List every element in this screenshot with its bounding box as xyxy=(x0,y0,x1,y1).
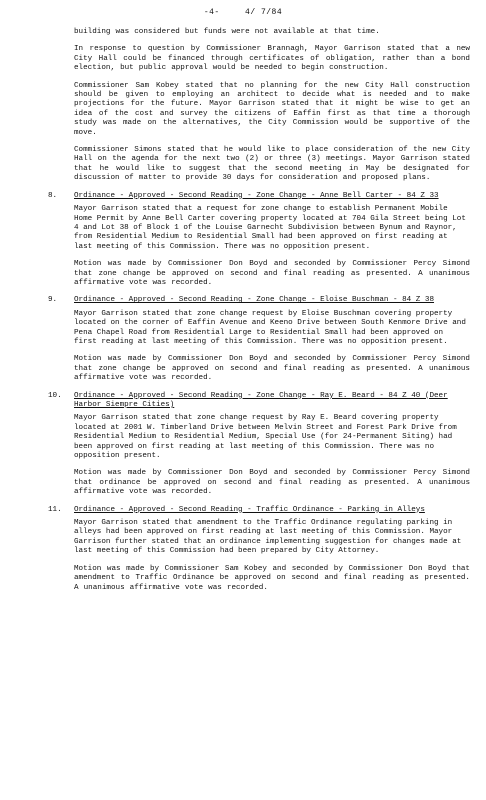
item-number: 11. xyxy=(48,505,62,514)
agenda-item xyxy=(0,192,486,252)
paragraph: Commissioner Sam Kobey stated that no planning for the new City Hall construction should be given to employing an architect to decide what is needed and to make projections for the future. Mayor Garrison stated that it might be wise to get an idea of the cost and survey the citizens of Eaffin first as that time a thorough study was made on the alternatives, the City Commission would be supportive of the move. xyxy=(74,81,470,137)
minutes-body xyxy=(0,28,486,601)
item-title: Ordinance - Approved - Second Reading - Zone Change - Anne Bell Carter - 84 Z 33 xyxy=(74,191,439,200)
item-title: Ordinance - Approved - Second Reading - Traffic Ordinance - Parking in Alleys xyxy=(74,505,425,514)
item-title: Ordinance - Approved - Second Reading - Zone Change - Ray E. Beard - 84 Z 40 (Deer Harbor Siempre Cities) xyxy=(74,391,448,409)
item-text: Mayor Garrison stated that amendment to the Traffic Ordinance regulating parking in alleys had been approved on first reading at last meeting of this Commission. Mayor Garrison further stated that an ordinance implementing suggestion for changes made at last meeting of this Commission had been prepared by City Attorney. xyxy=(74,519,462,556)
agenda-item xyxy=(0,392,486,462)
paragraph: Motion was made by Commissioner Don Boyd and seconded by Commissioner Percy Simond that zone change be approved on second and final reading as presented. A unanimous affirmative vote was recorded. xyxy=(74,355,470,383)
item-text: Mayor Garrison stated that zone change request by Ray E. Beard covering property located at 2001 W. Timberland Drive between Melvin Street and Forest Park Drive from Residential Medium to Residential Medium, Special Use (for 24-Permanent Siting) had been approved on first reading at last meeting of this Commission. There was no opposition present. xyxy=(74,414,457,461)
paragraph: In response to question by Commissioner Brannagh, Mayor Garrison stated that a new City Hall could be financed through certificates of obligation, rather than a bond election, but public approval would be needed to begin construction. xyxy=(74,45,470,73)
page-number: -4- xyxy=(203,8,220,17)
page-header xyxy=(0,8,486,17)
paragraph: Motion was made by Commissioner Don Boyd and seconded by Commissioner Percy Simond that zone change be approved on second and final reading as presented. A unanimous affirmative vote was recorded. xyxy=(74,260,470,287)
item-number: 9. xyxy=(48,296,58,305)
agenda-item xyxy=(0,506,486,557)
item-text: Mayor Garrison stated that a request for zone change to establish Permanent Mobile Home Permit by Anne Bell Carter covering property located at 704 Gila Street being Lot 4 and Lot 38 of Block 1 of the Louise Garnecht Subdivision between Bynum and Raynor, from Residential Medium to Residential Small had been approved on first reading at last meeting of this Commission. There was no opposition present. xyxy=(74,205,466,251)
page-date: 4/ 7/84 xyxy=(245,8,283,17)
paragraph: Commissioner Simons stated that he would like to place consideration of the new City Hall on the agenda for the next two (2) or three (3) meetings. Mayor Garrison stated that he would like to suggest that the second meeting in May be designated for discussion of matter to provide 30 days for consideration and proposed plans. xyxy=(74,146,470,183)
item-number: 10. xyxy=(48,391,62,400)
paragraph: Motion was made by Commissioner Sam Kobey and seconded by Commissioner Don Boyd that amendment to Traffic Ordinance be approved on second and final reading as presented. A unanimous affirmative vote was recorded. xyxy=(74,564,470,592)
item-text: Mayor Garrison stated that zone change request by Eloise Buschman covering property located on the corner of Eaffin Avenue and Keeno Drive between South Kenmore Drive and Pena Chapel Road from Residential Large to Residential Small had been approved on first reading at last meeting of this Commission. There was no opposition present. xyxy=(74,309,466,346)
item-number: 8. xyxy=(48,191,58,200)
agenda-item xyxy=(0,296,486,347)
paragraph: Motion was made by Commissioner Don Boyd and seconded by Commissioner Percy Simond that ordinance be approved on second and final reading as presented. A unanimous affirmative vote was recorded. xyxy=(74,469,470,497)
paragraph: building was considered but funds were not available at that time. xyxy=(74,28,380,36)
item-title: Ordinance - Approved - Second Reading - Zone Change - Eloise Buschman - 84 Z 38 xyxy=(74,296,435,305)
